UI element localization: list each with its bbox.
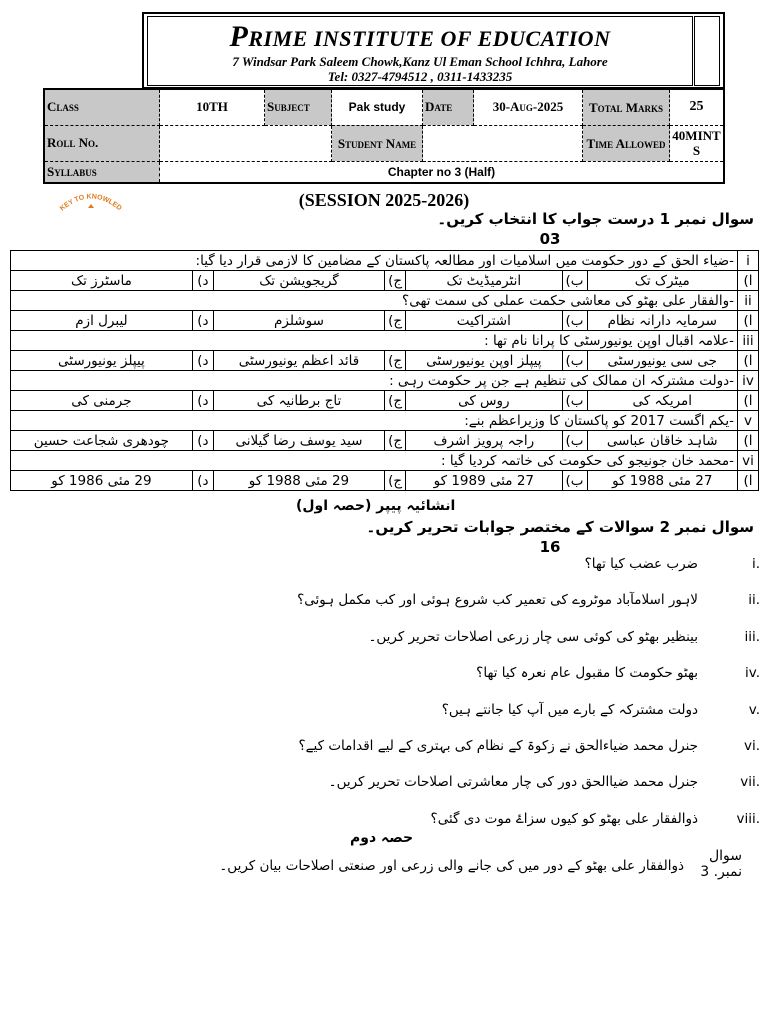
short-question-item bbox=[240, 738, 760, 758]
institute-name-rest: RIME INSTITUTE OF EDUCATION bbox=[248, 26, 611, 51]
mcq-option-text: 27 مئی 1989 کو bbox=[406, 471, 562, 491]
q1-marks: 03 bbox=[539, 230, 561, 248]
mcq-question-number: vi bbox=[738, 451, 759, 471]
header-side-box bbox=[694, 16, 720, 86]
mcq-option-text: شاہد خاقان عباسی bbox=[587, 431, 737, 451]
mcq-option-text: قائد اعظم یونیورسٹی bbox=[213, 351, 384, 371]
mcq-option-text: اشتراکیت bbox=[406, 311, 562, 331]
mcq-option-letter: ج) bbox=[385, 311, 406, 331]
mcq-option-letter: ب) bbox=[562, 431, 587, 451]
mcq-question-number: ii bbox=[738, 291, 759, 311]
mcq-question-number: i bbox=[738, 251, 759, 271]
mcq-question-number: iv bbox=[738, 371, 759, 391]
short-question-number: v. bbox=[748, 701, 760, 718]
time-allowed-value: 40MINT S bbox=[670, 125, 725, 161]
mcq-option-text: امریکہ کی bbox=[587, 391, 737, 411]
short-question-item bbox=[240, 665, 760, 685]
mcq-option-letter: ا) bbox=[738, 471, 759, 491]
mcq-question-row bbox=[11, 451, 759, 471]
mcq-question-row bbox=[11, 251, 759, 271]
q1-heading: سوال نمبر 1 درست جواب کا انتخاب کریں۔ bbox=[437, 210, 754, 228]
class-value: 10TH bbox=[160, 89, 265, 125]
mcq-option-letter: ب) bbox=[562, 351, 587, 371]
mcq-option-letter: د) bbox=[192, 351, 213, 371]
mcq-question-number: iii bbox=[738, 331, 759, 351]
short-question-number: vi. bbox=[743, 738, 760, 754]
mcq-option-letter: ا) bbox=[738, 391, 759, 411]
mcq-options-row bbox=[11, 271, 759, 291]
q2-heading: سوال نمبر 2 سوالات کے مختصر جوابات تحریر کریں۔ bbox=[366, 518, 754, 536]
short-question-text: بینظیر بھٹو کی کوئی سی چار زرعی اصلاحات تحریر کریں۔ bbox=[368, 628, 698, 645]
mcq-option-text: سرمایہ دارانہ نظام bbox=[587, 311, 737, 331]
mcq-options-row bbox=[11, 311, 759, 331]
short-question-number: vii. bbox=[740, 774, 760, 791]
short-question-item bbox=[240, 592, 760, 612]
mcq-option-letter: ج) bbox=[385, 471, 406, 491]
subject-label: Subject bbox=[265, 89, 332, 125]
mcq-option-letter: ب) bbox=[562, 311, 587, 331]
mcq-option-letter: ا) bbox=[738, 431, 759, 451]
syllabus-label: Syllabus bbox=[44, 161, 160, 183]
total-marks-label: Total Marks bbox=[583, 89, 670, 125]
mcq-option-text: تاج برطانیہ کی bbox=[213, 391, 384, 411]
mcq-question-row bbox=[11, 411, 759, 431]
mcq-options-row bbox=[11, 471, 759, 491]
short-question-item bbox=[240, 774, 760, 794]
total-marks-value: 25 bbox=[670, 89, 725, 125]
mcq-option-text: سید یوسف رضا گیلانی bbox=[213, 431, 384, 451]
short-question-text: ذوالفقار علی بھٹو کو کیوں سزاۓ موت دی گئی؟ bbox=[430, 810, 698, 827]
mcq-question-row bbox=[11, 291, 759, 311]
mcq-option-letter: ب) bbox=[562, 271, 587, 291]
time-allowed-label: Time Allowed bbox=[583, 125, 670, 161]
mcq-option-letter: ا) bbox=[738, 311, 759, 331]
student-name-value[interactable] bbox=[423, 125, 583, 161]
short-question-text: جنرل محمد ضیاءالحق نے زکوۃ کے نظام کی بہتری کے لیے اقدامات کیے؟ bbox=[298, 738, 698, 754]
date-label: Date bbox=[423, 89, 474, 125]
mcq-option-text: راجہ پرویز اشرف bbox=[406, 431, 562, 451]
mcq-option-letter: ج) bbox=[385, 351, 406, 371]
q3-label-line2: نمبر. 3 bbox=[700, 864, 742, 880]
mcq-option-text: جی سی یونیورسٹی bbox=[587, 351, 737, 371]
class-label: Class bbox=[44, 89, 160, 125]
mcq-option-text: انٹرمیڈیٹ تک bbox=[406, 271, 562, 291]
short-question-text: ضرب عضب کیا تھا؟ bbox=[584, 556, 698, 572]
mcq-option-text: 27 مئی 1988 کو bbox=[587, 471, 737, 491]
mcq-options-row bbox=[11, 351, 759, 371]
q3-label bbox=[700, 848, 742, 880]
institute-header bbox=[142, 12, 725, 89]
mcq-option-text: پیپلز اوپن یونیورسٹی bbox=[406, 351, 562, 371]
mcq-option-text: 29 مئی 1988 کو bbox=[213, 471, 384, 491]
mcq-option-letter: ا) bbox=[738, 271, 759, 291]
short-question-item bbox=[240, 629, 760, 649]
short-question-text: دولت مشترکہ کے بارے میں آپ کیا جانتے ہیں؟ bbox=[441, 701, 698, 718]
mcq-option-letter: ب) bbox=[562, 391, 587, 411]
short-question-text: لاہور اسلامآباد موٹروے کی تعمیر کب شروع ہوئی اور کب مکمل ہوئی؟ bbox=[297, 592, 698, 609]
mcq-option-letter: ج) bbox=[385, 391, 406, 411]
mcq-option-text: چودھری شجاعت حسین bbox=[11, 431, 193, 451]
mcq-option-text: لیبرل ازم bbox=[11, 311, 193, 331]
date-value: 30-Aug-2025 bbox=[474, 89, 583, 125]
mcq-option-text: پیپلز یونیورسٹی bbox=[11, 351, 193, 371]
institute-phone: Tel: 0327-4794512 , 0311-1433235 bbox=[327, 69, 513, 84]
mcq-option-text: سوشلزم bbox=[213, 311, 384, 331]
mcq-question-text: -محمد خان جونیجو کی حکومت کی خاتمہ کردیا گیا : bbox=[11, 451, 738, 471]
mcq-question-row bbox=[11, 371, 759, 391]
mcq-question-text: -یکم اگست 2017 کو پاکستان کا وزیراعظم بنے: bbox=[11, 411, 738, 431]
mcq-option-letter: د) bbox=[192, 431, 213, 451]
logo-text: KEY TO KNOWLED bbox=[58, 193, 123, 212]
exam-info-table bbox=[43, 88, 725, 184]
short-question-number: viii. bbox=[736, 810, 760, 827]
header-title-box bbox=[147, 16, 693, 86]
mcq-options-row bbox=[11, 391, 759, 411]
mcq-option-letter: ج) bbox=[385, 431, 406, 451]
short-question-text: بھٹو حکومت کا مقبول عام نعرہ کیا تھا؟ bbox=[476, 665, 698, 682]
mcq-option-text: گریجویشن تک bbox=[213, 271, 384, 291]
mcq-option-letter: د) bbox=[192, 471, 213, 491]
subject-value: Pak study bbox=[332, 89, 423, 125]
short-question-number: iii. bbox=[744, 628, 760, 645]
part2-title: حصہ دوم bbox=[350, 830, 414, 846]
part1-title: انشائیہ پیپر (حصہ اول) bbox=[296, 498, 456, 514]
mcq-option-letter: ب) bbox=[562, 471, 587, 491]
mcq-question-text: -ضیاء الحق کے دور حکومت میں اسلامیات اور مطالعہ پاکستان کے مضامین کا لازمی قرار دیا گیا: bbox=[11, 251, 738, 271]
short-question-item bbox=[240, 811, 760, 831]
mcq-question-text: -علامہ اقبال اوپن یونیورسٹی کا پرانا نام تھا : bbox=[11, 331, 738, 351]
mcq-option-letter: د) bbox=[192, 311, 213, 331]
mcq-option-text: ماسٹرز تک bbox=[11, 271, 193, 291]
short-question-item bbox=[240, 556, 760, 576]
mcq-question-text: -والفقار علی بھٹو کی معاشی حکمت عملی کی سمت تھی؟ bbox=[11, 291, 738, 311]
mcq-option-letter: ا) bbox=[738, 351, 759, 371]
mcq-table bbox=[10, 250, 759, 491]
roll-no-value[interactable] bbox=[160, 125, 332, 161]
roll-no-label: Roll No. bbox=[44, 125, 160, 161]
mcq-option-letter: ج) bbox=[385, 271, 406, 291]
short-question-text: جنرل محمد ضیاالحق دور کی چار معاشرتی اصلاحات تحریر کریں۔ bbox=[328, 774, 698, 791]
short-question-number: ii. bbox=[748, 592, 760, 609]
mcq-option-text: میٹرک تک bbox=[587, 271, 737, 291]
mcq-question-number: v bbox=[738, 411, 759, 431]
mcq-option-letter: د) bbox=[192, 271, 213, 291]
mcq-question-row bbox=[11, 331, 759, 351]
short-question-number: i. bbox=[751, 556, 760, 572]
mcq-option-text: 29 مئی 1986 کو bbox=[11, 471, 193, 491]
session-title: (SESSION 2025-2026) bbox=[298, 190, 470, 210]
student-name-label: Student Name bbox=[332, 125, 423, 161]
mcq-question-text: -دولت مشترکہ ان ممالک کی تنظیم ہے جن پر حکومت رہی : bbox=[11, 371, 738, 391]
mcq-options-row bbox=[11, 431, 759, 451]
short-question-number: iv. bbox=[745, 665, 760, 682]
q3-text: ذوالفقار علی بھٹو کے دور میں کی جانے والی زرعی اور صنعتی اصلاحات بیان کریں۔ bbox=[219, 858, 684, 874]
mcq-option-text: جرمنی کی bbox=[11, 391, 193, 411]
short-question-item bbox=[240, 702, 760, 722]
syllabus-value: Chapter no 3 (Half) bbox=[160, 161, 725, 183]
mcq-option-text: روس کی bbox=[406, 391, 562, 411]
institute-address: 7 Windsar Park Saleem Chowk,Kanz Ul Eman School Ichhra, Lahore bbox=[232, 54, 608, 69]
q3-label-line1: سوال bbox=[708, 848, 742, 864]
q2-marks: 16 bbox=[539, 538, 561, 556]
institute-name bbox=[148, 20, 692, 54]
institute-name-initial: P bbox=[229, 20, 249, 53]
mcq-option-letter: د) bbox=[192, 391, 213, 411]
